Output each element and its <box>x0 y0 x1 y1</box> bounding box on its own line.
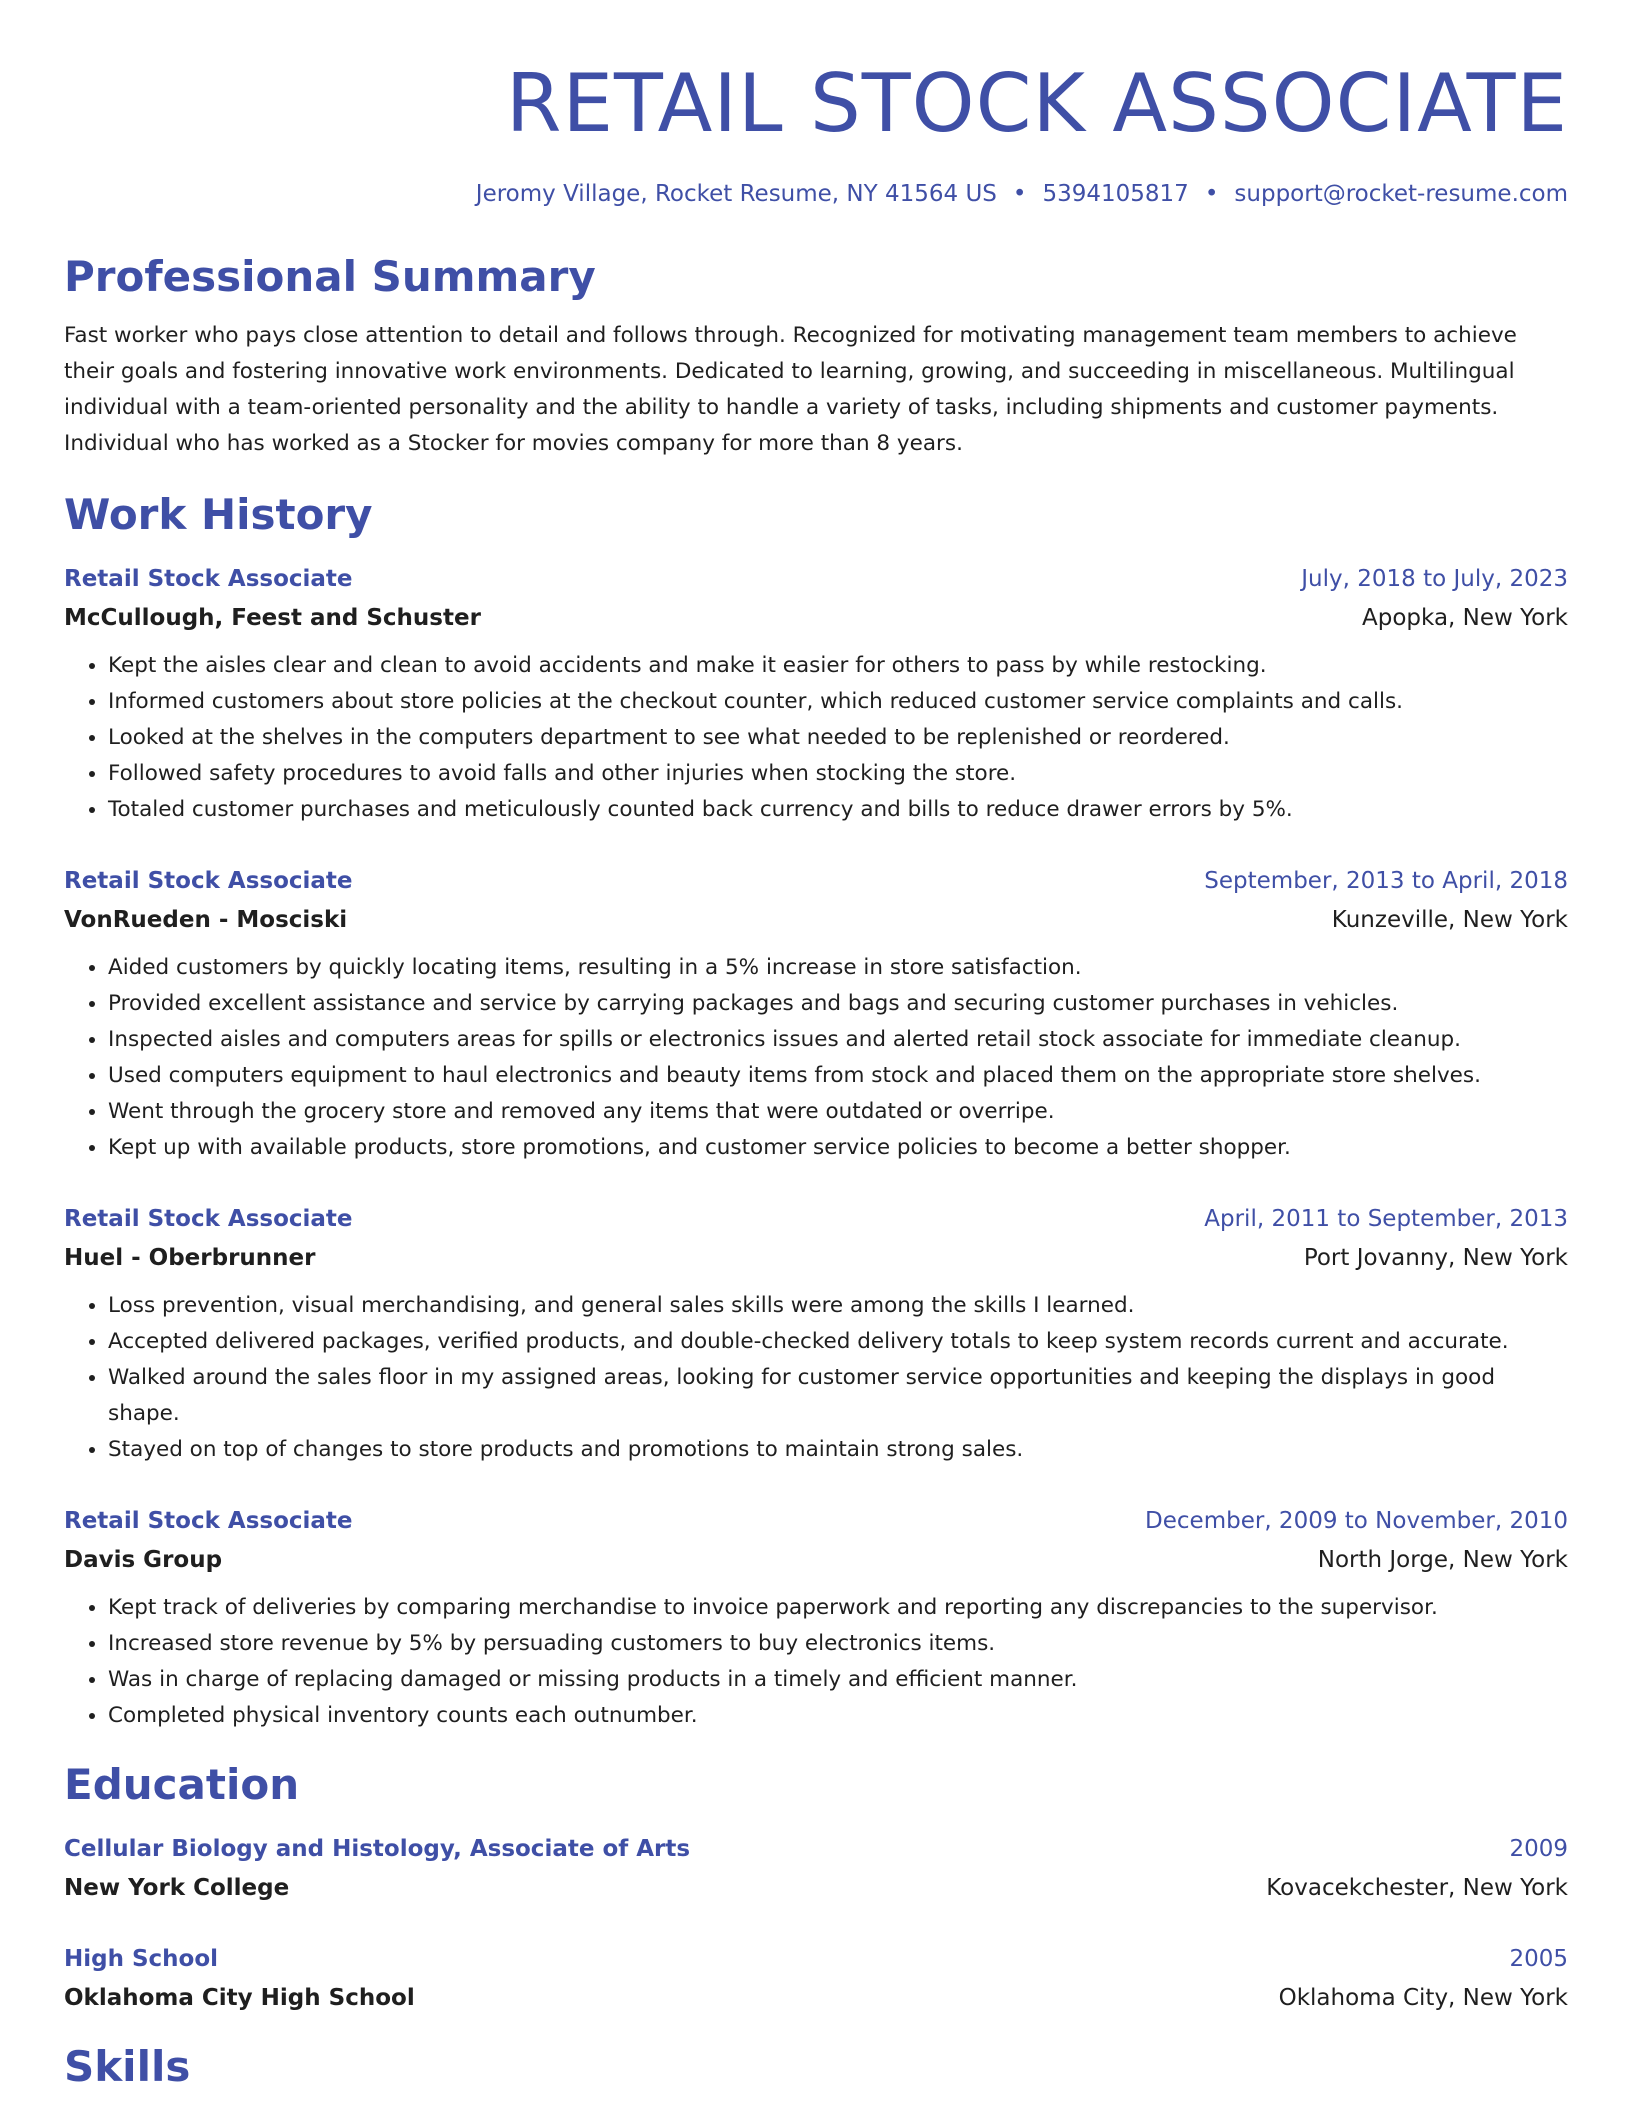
job-dates: July, 2018 to July, 2023 <box>1301 566 1568 592</box>
education-header-row <box>64 1940 1568 1978</box>
education-school: New York College <box>64 1875 290 1901</box>
job-dates: September, 2013 to April, 2018 <box>1204 868 1568 894</box>
job-bullet: • Provided excellent assistance and service by carrying packages and bags and securing customer purchases in vehicles. <box>108 986 1568 1022</box>
job-company: VonRueden - Mosciski <box>64 907 348 933</box>
separator-dot: • <box>1012 181 1027 207</box>
education-degree: Cellular Biology and Histology, Associate of Arts <box>64 1836 691 1862</box>
job-bullet: • Used computers equipment to haul electronics and beauty items from stock and placed them on the appropriate store shelves. <box>108 1058 1568 1094</box>
job-company-row <box>64 1540 1568 1580</box>
job-entry <box>64 1200 1568 1468</box>
education-school: Oklahoma City High School <box>64 1985 415 2011</box>
job-dates: December, 2009 to November, 2010 <box>1145 1508 1568 1534</box>
job-header-row <box>64 1200 1568 1238</box>
summary-heading: Professional Summary <box>64 252 596 301</box>
skills-heading: Skills <box>64 2042 191 2091</box>
resume-page <box>64 0 1568 2092</box>
separator-dot: • <box>1204 181 1219 207</box>
job-bullet: • Kept up with available products, store promotions, and customer service policies to become a better shopper. <box>108 1130 1568 1166</box>
job-dates: April, 2011 to September, 2013 <box>1204 1206 1568 1232</box>
job-company-row <box>64 900 1568 940</box>
contact-line <box>64 178 1568 210</box>
job-bullet: • Was in charge of replacing damaged or missing products in a timely and efficient manner. <box>108 1662 1568 1698</box>
job-bullet: • Went through the grocery store and removed any items that were outdated or overripe. <box>108 1094 1568 1130</box>
job-entry <box>64 560 1568 828</box>
education-year: 2005 <box>1509 1946 1568 1972</box>
job-title: Retail Stock Associate <box>64 566 353 592</box>
education-year: 2009 <box>1509 1836 1568 1862</box>
education-header-row <box>64 1830 1568 1868</box>
job-bullet: • Accepted delivered packages, verified products, and double-checked delivery totals to keep system records current and accurate. <box>108 1324 1568 1360</box>
job-company: Davis Group <box>64 1547 223 1573</box>
work-history-heading: Work History <box>64 490 373 539</box>
job-bullet-list <box>64 1288 1568 1468</box>
education-entry <box>64 1940 1568 2018</box>
job-bullet: • Kept the aisles clear and clean to avoid accidents and make it easier for others to pass by while restocking. <box>108 648 1568 684</box>
job-bullet: • Completed physical inventory counts each outnumber. <box>108 1698 1568 1734</box>
job-entry <box>64 862 1568 1166</box>
education-school-row <box>64 1868 1568 1908</box>
job-bullet: • Informed customers about store policies at the checkout counter, which reduced customer service complaints and calls. <box>108 684 1568 720</box>
job-entry <box>64 1502 1568 1734</box>
email-link[interactable]: support@rocket-resume.com <box>1234 181 1568 207</box>
education-degree: High School <box>64 1946 219 1972</box>
job-company-row <box>64 1238 1568 1278</box>
job-title: Retail Stock Associate <box>64 1508 353 1534</box>
job-bullet: • Stayed on top of changes to store products and promotions to maintain strong sales. <box>108 1432 1568 1468</box>
job-bullet: • Followed safety procedures to avoid falls and other injuries when stocking the store. <box>108 756 1568 792</box>
job-bullet-list <box>64 648 1568 828</box>
job-bullet: • Kept track of deliveries by comparing merchandise to invoice paperwork and reporting any discrepancies to the supervisor. <box>108 1590 1568 1626</box>
job-location: North Jorge, New York <box>1317 1547 1568 1573</box>
education-location: Kovacekchester, New York <box>1266 1875 1568 1901</box>
job-header-row <box>64 862 1568 900</box>
summary-text: Fast worker who pays close attention to detail and follows through. Recognized for motivating management team members to achieve their goals and fostering innovative work environments. Dedicated to learning, growing, and succeeding in miscellaneous. Multilingual individual with a team-oriented personality and the ability to handle a variety of tasks, including shipments and customer payments. Individual who has worked as a Stocker for movies company for more than 8 years. <box>64 323 1517 456</box>
job-company: Huel - Oberbrunner <box>64 1245 316 1271</box>
job-bullet: • Totaled customer purchases and meticulously counted back currency and bills to reduce drawer errors by 5%. <box>108 792 1568 828</box>
job-bullet: • Loss prevention, visual merchandising, and general sales skills were among the skills I learned. <box>108 1288 1568 1324</box>
job-company: McCullough, Feest and Schuster <box>64 605 481 631</box>
job-location: Apopka, New York <box>1362 605 1568 631</box>
job-header-row <box>64 1502 1568 1540</box>
job-bullet-list <box>64 1590 1568 1734</box>
job-title: Retail Stock Associate <box>64 1206 353 1232</box>
job-company-row <box>64 598 1568 638</box>
education-heading: Education <box>64 1760 300 1809</box>
phone: 5394105817 <box>1042 181 1189 207</box>
education-school-row <box>64 1978 1568 2018</box>
job-bullet-list <box>64 950 1568 1166</box>
job-bullet: • Walked around the sales floor in my assigned areas, looking for customer service opportunities and keeping the displays in good shape. <box>108 1360 1568 1432</box>
address: Jeromy Village, Rocket Resume, NY 41564 US <box>475 181 997 207</box>
education-location: Oklahoma City, New York <box>1278 1985 1568 2011</box>
job-bullet: • Increased store revenue by 5% by persuading customers to buy electronics items. <box>108 1626 1568 1662</box>
job-title: Retail Stock Associate <box>64 868 353 894</box>
job-header-row <box>64 560 1568 598</box>
work-history-list <box>64 560 1568 1734</box>
job-location: Kunzeville, New York <box>1331 907 1568 933</box>
job-bullet: • Inspected aisles and computers areas for spills or electronics issues and alerted retail stock associate for immediate cleanup. <box>108 1022 1568 1058</box>
job-bullet: • Looked at the shelves in the computers department to see what needed to be replenished or reordered. <box>108 720 1568 756</box>
job-bullet: • Aided customers by quickly locating items, resulting in a 5% increase in store satisfaction. <box>108 950 1568 986</box>
job-location: Port Jovanny, New York <box>1303 1245 1568 1271</box>
resume-title: RETAIL STOCK ASSOCIATE <box>505 57 1568 150</box>
education-list <box>64 1830 1568 2018</box>
education-entry <box>64 1830 1568 1908</box>
